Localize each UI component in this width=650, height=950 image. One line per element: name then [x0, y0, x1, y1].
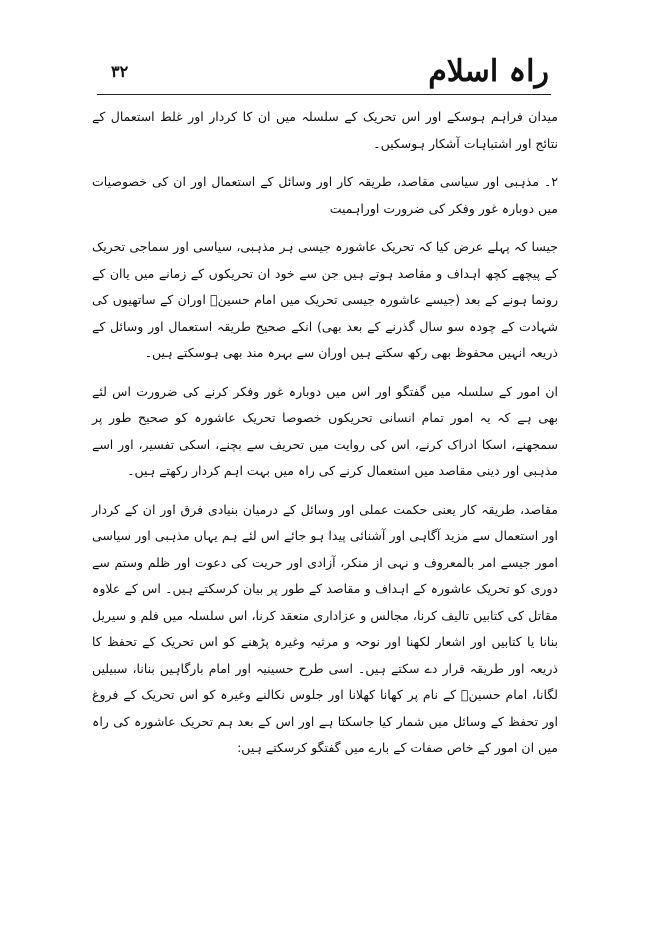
page-header — [97, 52, 551, 95]
section-heading-2: ۲۔ مذہبی اور سیاسی مقاصد، طریقہ کار اور وسائل کے استعمال اور ان کی خصوصیات میں دوبارہ غور وفکر کی ضرورت اوراہمیت — [92, 174, 558, 216]
paragraph-5: مقاصد، طریقہ کار یعنی حکمت عملی اور وسائل کے درمیان بنیادی فرق اور ان کے کردار اور استعمال سے مزید آگاہی اور آشنائی پیدا ہو جائے اس لئے ہم یہاں مذہبی اور سیاسی امور جیسے امر بالمعروف و نہی از منکر، آزادی اور حریت کی دعوت اور ظلم وستم سے دوری کو تحریک عاشورہ کے اہداف و مقاصد کے طور پر بیان کرسکتے ہیں۔ اس کے علاوہ مقاتل کی کتابیں تالیف کرنا، مجالس و عزاداری منعقد کرنا، اس سلسلہ میں فلم و سیریل بنانا یا کتابیں اور اشعار لکھنا اور نوحہ و مرثیہ وغیرہ پڑھنے کو اس تحریک کے تحفظ کا ذریعہ اور طریقہ قرار دے سکتے ہیں۔ اسی طرح حسینیہ اور امام بارگاہیں بنانا، سبیلیں لگانا، امام حسینؑ کے نام پر کھانا کھلانا اور جلوس نکالنے وغیرہ کو اس تحریک کے فروغ اور تحفظ کے وسائل میں شمار کیا جاسکتا ہے اور اس کے بعد ہم تحریک عاشورہ کی راہ میں ان امور کے خاص صفات کے بارے میں گفتگو کرسکتے ہیں: — [92, 501, 558, 755]
paragraph-4: ان امور کے سلسلہ میں گفتگو اور اس میں دوبارہ غور وفکر کرنے کی ضرورت اس لئے بھی ہے کہ یہ امور تمام انسانی تحریکوں خصوصا تحریک عاشورہ کو صحیح طور پر سمجھنے، اسکا ادراک کرنے، اس کی روایت میں تحریف سے بچنے، اسکی تفسیر، اور اسے مذہبی اور دینی مقاصد میں استعمال کرنے کی راہ میں بہت اہم کردار رکھتے ہیں۔ — [92, 383, 558, 478]
body-text — [92, 104, 558, 774]
page-number: ۳۲ — [111, 62, 129, 81]
running-title: راہ اسلام — [428, 54, 549, 89]
paragraph-1: میدان فراہم ہوسکے اور اس تحریک کے سلسلہ میں ان کا کردار اور غلط استعمال کے نتائج اور اشتباہات آشکار ہوسکیں۔ — [92, 109, 558, 151]
paragraph-3: جیسا کہ پہلے عرض کیا کہ تحریک عاشورہ جیسی ہر مذہبی، سیاسی اور سماجی تحریک کے پیچھے کچھ اہداف و مقاصد ہوتے ہیں جن سے خود ان تحریکوں کے زمانے میں یاان کے رونما ہونے کے بعد (جیسے عاشورہ جیسی تحریک میں امام حسینؑ اوران کے ساتھیوں کی شہادت کے چودہ سو سال گذرنے کے بعد بھی) انکے صحیح طریقہ استعمال اور وسائل کے ذریعہ انہیں محفوظ بھی رکھ سکتے ہیں اوران سے بہرہ مند بھی ہوسکتے ہیں۔ — [92, 239, 558, 360]
